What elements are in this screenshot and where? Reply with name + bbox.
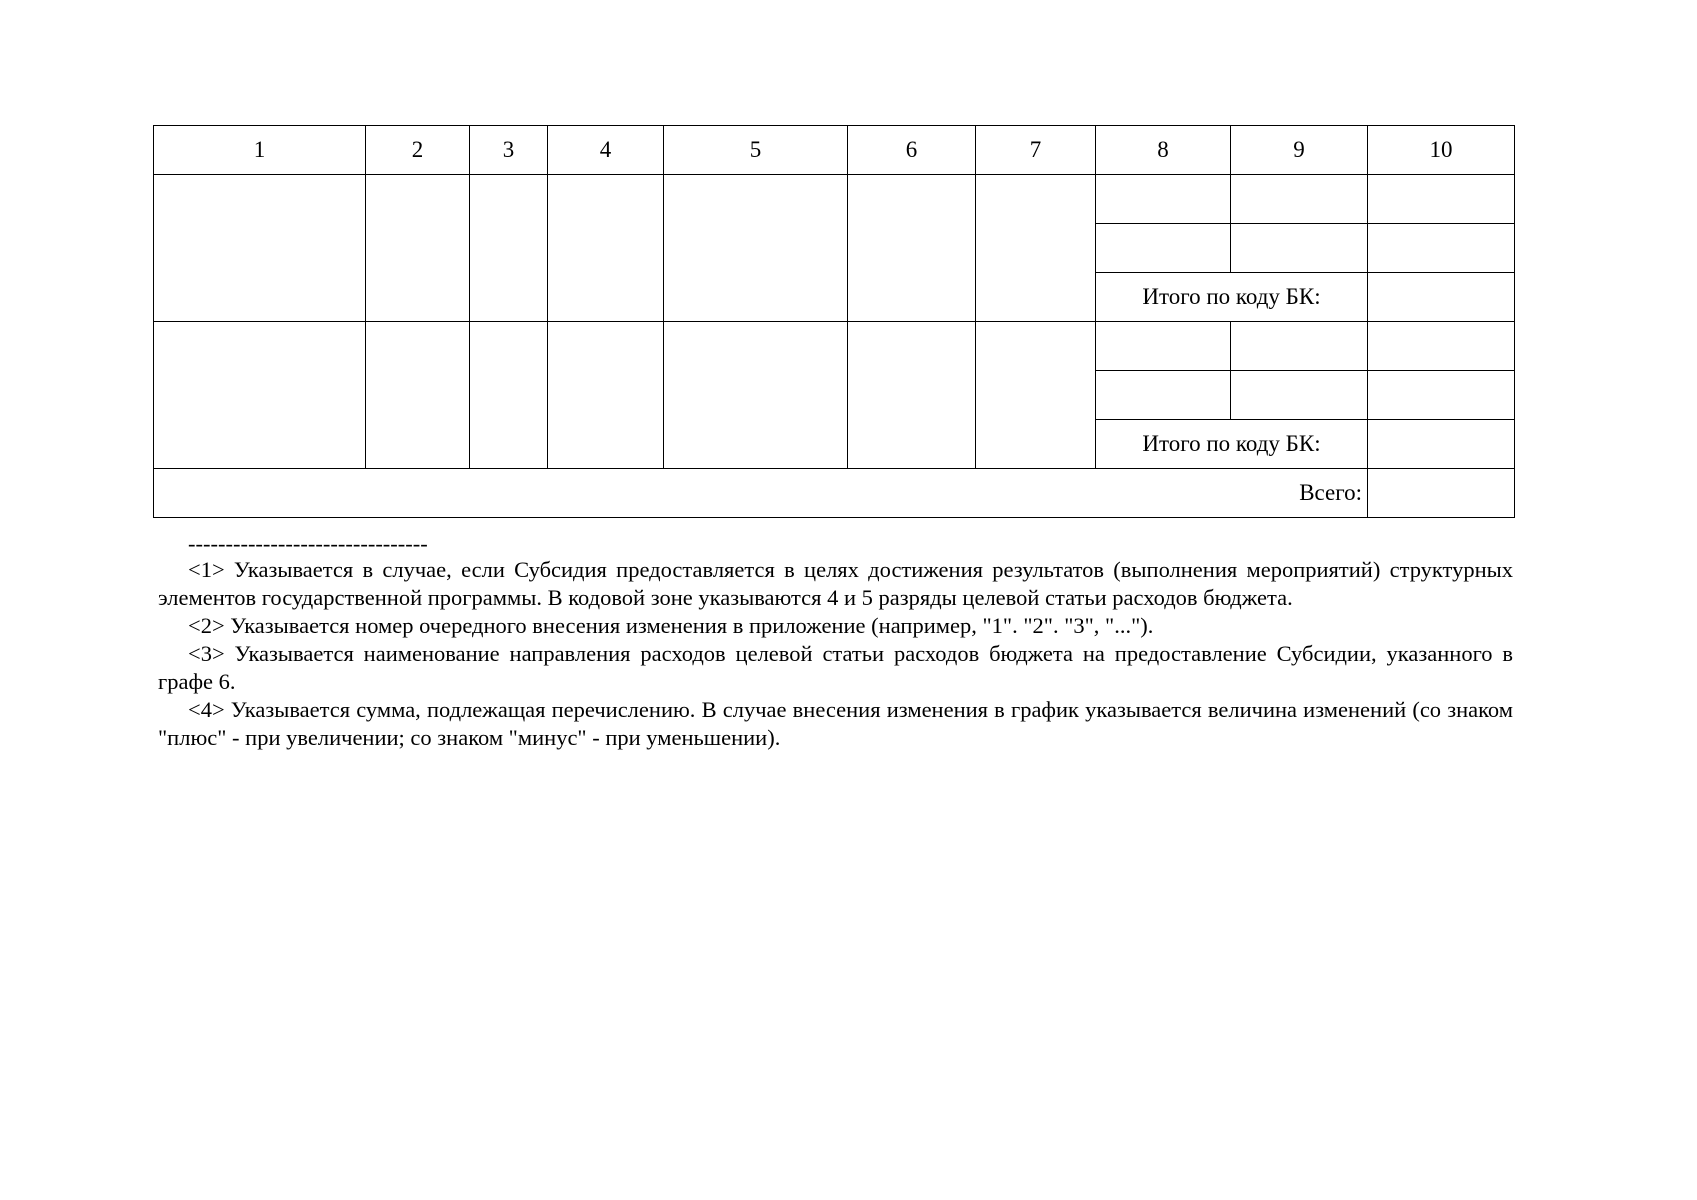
footnote-separator: --------------------------------: [188, 531, 428, 556]
table-cell: [1096, 371, 1231, 420]
subtotal-value-cell: [1368, 273, 1515, 322]
column-number: 2: [366, 126, 470, 175]
subtotal-label: Итого по коду БК:: [1096, 420, 1368, 469]
table-cell: [1231, 175, 1368, 224]
document-page: [153, 125, 1513, 752]
column-number: 4: [548, 126, 664, 175]
table-cell: [366, 322, 470, 469]
column-number: 1: [154, 126, 366, 175]
column-number: 7: [976, 126, 1096, 175]
table-cell: [976, 175, 1096, 322]
column-number: 3: [470, 126, 548, 175]
subtotal-label: Итого по коду БК:: [1096, 273, 1368, 322]
total-value-cell: [1368, 469, 1515, 518]
table-cell: [1231, 371, 1368, 420]
column-number: 9: [1231, 126, 1368, 175]
footnote-2: <2> Указывается номер очередного внесения изменения в приложение (например, "1". "2". "3", "...").: [188, 613, 1154, 638]
column-number-row: [154, 126, 1515, 175]
column-number: 5: [664, 126, 848, 175]
table-cell: [976, 322, 1096, 469]
table-cell: [154, 175, 366, 322]
table-cell: [154, 322, 366, 469]
table-cell: [366, 175, 470, 322]
table-cell: [470, 175, 548, 322]
subtotal-value-cell: [1368, 420, 1515, 469]
payment-schedule-table: [153, 125, 1515, 518]
table-cell: [664, 175, 848, 322]
column-number: 6: [848, 126, 976, 175]
table-cell: [1096, 175, 1231, 224]
table-cell: [664, 322, 848, 469]
footnote-3: <3> Указывается наименование направления расходов целевой статьи расходов бюджета на предоставление Субсидии, указанного в графе 6.: [158, 641, 1513, 694]
table-cell: [470, 322, 548, 469]
table-cell: [548, 322, 664, 469]
table-cell: [1368, 175, 1515, 224]
table-cell: [1368, 322, 1515, 371]
total-label: Всего:: [154, 469, 1368, 518]
table-cell: [848, 322, 976, 469]
column-number: 10: [1368, 126, 1515, 175]
column-number: 8: [1096, 126, 1231, 175]
table-cell: [1368, 224, 1515, 273]
table-cell: [548, 175, 664, 322]
table-cell: [848, 175, 976, 322]
footnote-4: <4> Указывается сумма, подлежащая перечислению. В случае внесения изменения в график указывается величина изменений (со знаком "плюс" - при увеличении; со знаком "минус" - при уменьшении).: [158, 697, 1513, 750]
footnote-1: <1> Указывается в случае, если Субсидия предоставляется в целях достижения результатов (выполнения мероприятий) структурных элементов государственной программы. В кодовой зоне указываются 4 и 5 разряды целевой статьи расходов бюджета.: [158, 557, 1513, 610]
table-cell: [1231, 322, 1368, 371]
table-row: [154, 322, 1515, 371]
table-cell: [1368, 371, 1515, 420]
footnotes: [158, 532, 1513, 752]
table-cell: [1231, 224, 1368, 273]
table-row: [154, 175, 1515, 224]
total-row: [154, 469, 1515, 518]
table-cell: [1096, 224, 1231, 273]
table-cell: [1096, 322, 1231, 371]
